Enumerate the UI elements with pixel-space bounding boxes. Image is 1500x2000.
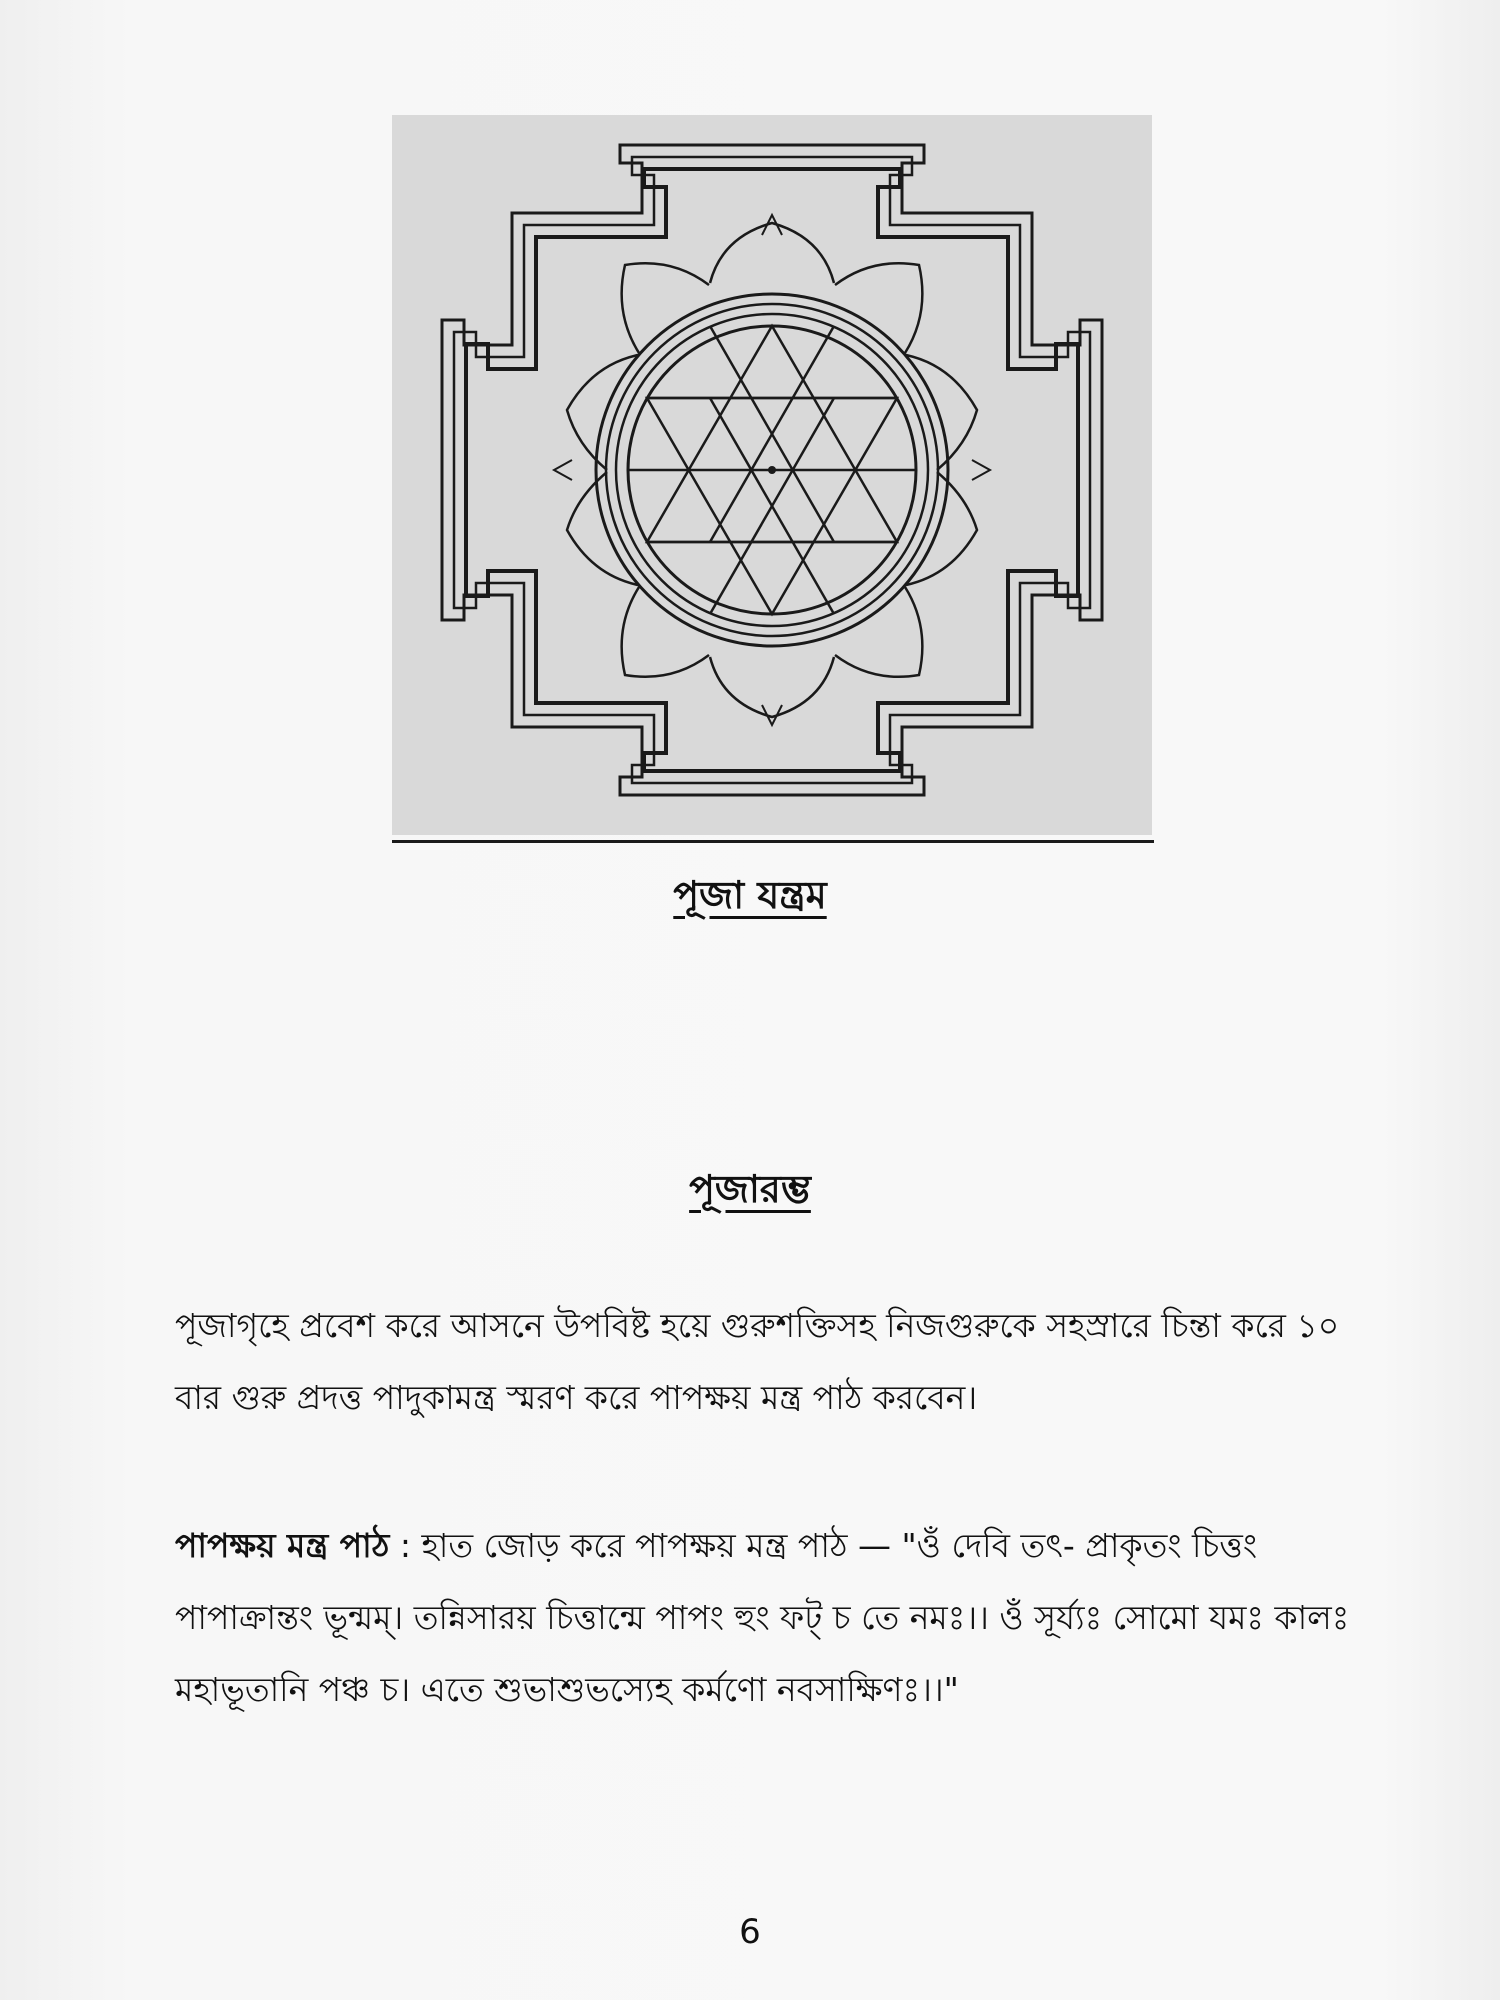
bindu-dot-icon (768, 466, 776, 474)
yantra-figure (392, 115, 1152, 835)
figure-caption: পূজা যন্ত্রম (673, 873, 827, 917)
paragraph-2 (175, 1510, 1355, 1726)
page-number: 6 (739, 1912, 761, 1952)
figure-divider (392, 840, 1154, 843)
paragraph-1: পূজাগৃহে প্রবেশ করে আসনে উপবিষ্ট হয়ে গুরুশক্তিসহ নিজগুরুকে সহস্রারে চিন্তা করে ১০ বার গুরু প্রদত্ত পাদুকামন্ত্র স্মরণ করে পাপক্ষয় মন্ত্র পাঠ করবেন। (175, 1306, 1340, 1417)
yantra-diagram-icon (392, 115, 1152, 835)
paragraph-2-text: : হাত জোড় করে পাপক্ষয় মন্ত্র পাঠ — "ওঁ দেবি তৎ- প্রাকৃতং চিত্তং পাপাক্রান্তং ভূন্মম্। তন্নিসারয় চিত্তান্মে পাপং হুং ফট্ চ তে নমঃ।। ওঁ সূর্য্যঃ সোমো যমঃ কালঃ মহাভূতানি পঞ্চ চ। এতে শুভাশুভস্যেহ কর্মণো নবসাক্ষিণঃ।।" (175, 1526, 1350, 1709)
section-heading: পূজারম্ভ (689, 1167, 811, 1211)
paragraph-2-label: পাপক্ষয় মন্ত্র পাঠ (175, 1526, 390, 1565)
